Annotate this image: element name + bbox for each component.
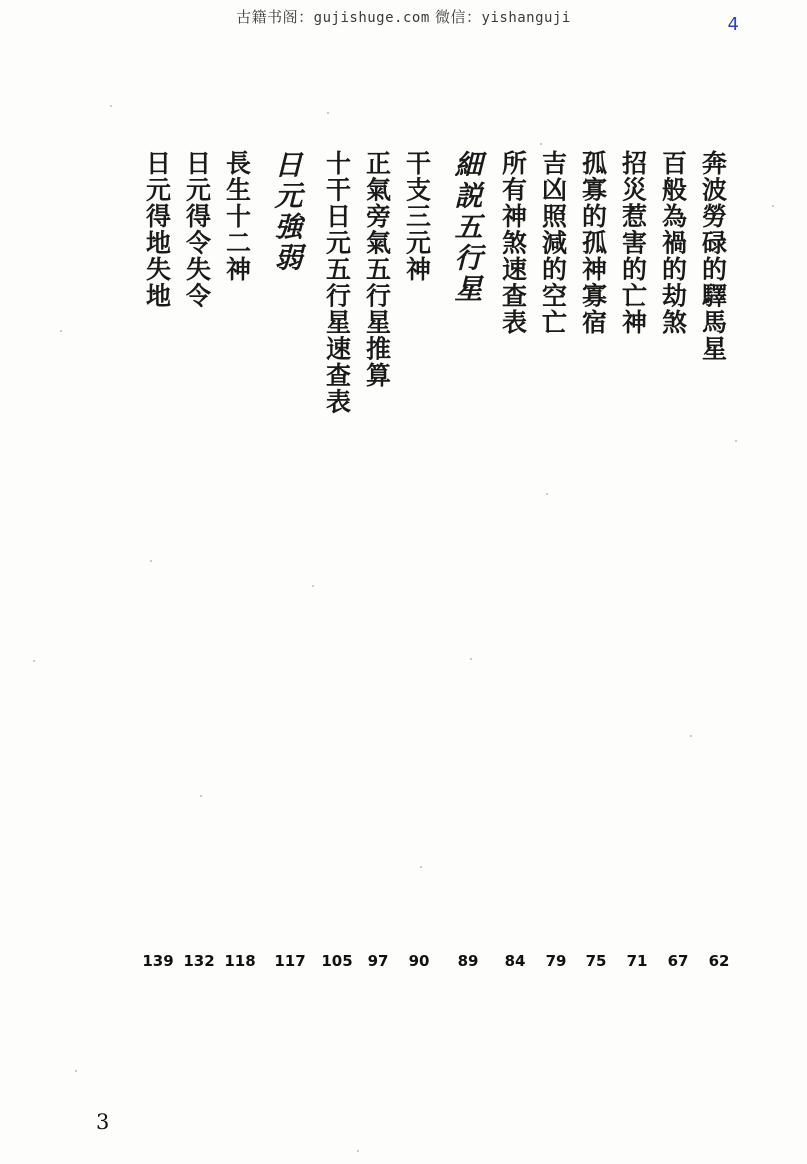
- scan-speckle: [690, 735, 692, 737]
- toc-page-number: 67: [667, 952, 689, 970]
- toc-page-number: 132: [183, 952, 215, 970]
- toc-page-number: 71: [626, 952, 648, 970]
- scan-speckle: [735, 440, 737, 442]
- toc-entry: 長生十二神: [222, 150, 252, 283]
- toc-page-number: 75: [585, 952, 607, 970]
- scan-speckle: [75, 1070, 77, 1072]
- table-of-contents: [0, 150, 807, 570]
- scan-speckle: [540, 143, 542, 145]
- scan-speckle: [150, 560, 152, 562]
- scan-speckle: [327, 112, 329, 114]
- toc-entry: 日元得令失令: [182, 150, 212, 309]
- toc-page-number: 105: [321, 952, 353, 970]
- scan-speckle: [60, 330, 62, 332]
- toc-entry: 正氣旁氣五行星推算: [362, 150, 392, 389]
- toc-page-number: 79: [545, 952, 567, 970]
- toc-page-numbers: [0, 952, 807, 982]
- toc-entry: 招災惹害的亡神: [618, 150, 648, 336]
- toc-entry: 所有神煞速查表: [498, 150, 528, 336]
- toc-page-number: 117: [274, 952, 306, 970]
- toc-page-number: 90: [408, 952, 430, 970]
- scan-speckle: [33, 660, 35, 662]
- scan-speckle: [546, 493, 548, 495]
- toc-entry: 百般為禍的劫煞: [658, 150, 688, 336]
- scan-speckle: [470, 658, 472, 660]
- site-watermark: [0, 6, 807, 27]
- toc-section-heading: 細説五行星: [450, 150, 484, 305]
- toc-entry: 日元得地失地: [142, 150, 172, 309]
- scan-speckle: [110, 105, 112, 107]
- watermark-site: gujishuge.com: [313, 10, 430, 26]
- toc-section-heading: 日元強弱: [270, 150, 304, 274]
- scan-speckle: [357, 1150, 359, 1152]
- toc-page-number: 62: [708, 952, 730, 970]
- toc-page-number: 89: [457, 952, 479, 970]
- scan-speckle: [420, 866, 422, 868]
- scan-speckle: [312, 585, 314, 587]
- watermark-prefix: 古籍书阁：: [236, 8, 314, 26]
- toc-page-number: 84: [504, 952, 526, 970]
- page-number-top: 4: [727, 14, 739, 35]
- scan-speckle: [772, 205, 774, 207]
- watermark-middle: 微信：: [429, 8, 482, 26]
- toc-page-number: 118: [224, 952, 256, 970]
- toc-page-number: 97: [367, 952, 389, 970]
- toc-page-number: 139: [142, 952, 174, 970]
- toc-entry: 十干日元五行星速查表: [322, 150, 352, 415]
- toc-entry: 吉凶照減的空亡: [538, 150, 568, 336]
- folio-number: 3: [96, 1110, 110, 1134]
- watermark-wechat: yishanguji: [481, 10, 571, 26]
- toc-entry: 奔波勞碌的驛馬星: [698, 150, 728, 362]
- toc-entry: 干支三元神: [402, 150, 432, 283]
- toc-entry: 孤寡的孤神寡宿: [578, 150, 608, 336]
- scan-speckle: [200, 795, 202, 797]
